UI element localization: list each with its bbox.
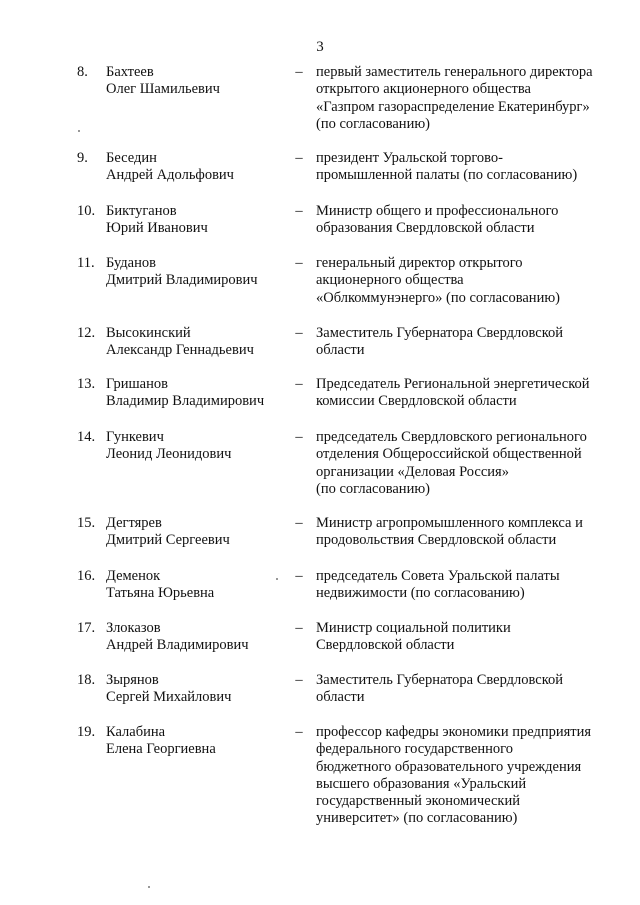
member-name [106, 620, 286, 655]
member-given-names: Дмитрий Владимирович [106, 272, 258, 289]
position-line: Министр агропромышленного комплекса и [316, 515, 583, 531]
member-name [106, 150, 286, 185]
entry-number: 15. [77, 515, 96, 531]
entry-number: 12. [77, 325, 96, 341]
member-surname: Буданов [106, 255, 156, 271]
position-line: продовольствия Свердловской области [316, 532, 557, 549]
position-line: высшего образования «Уральский [316, 775, 527, 792]
member-surname: Дегтярев [106, 515, 162, 531]
page-number: 3 [316, 39, 324, 55]
position-line: отделения Общероссийской общественной [316, 446, 582, 463]
member-surname: Деменок [106, 568, 161, 584]
member-position [316, 325, 616, 360]
member-given-names: Юрий Иванович [106, 220, 208, 237]
member-name [106, 325, 286, 360]
member-surname: Беседин [106, 150, 157, 166]
entry-dash: – [295, 672, 303, 688]
member-position [316, 620, 616, 655]
position-line: Заместитель Губернатора Свердловской [316, 672, 564, 688]
entry-dash: – [295, 325, 303, 341]
position-line: председатель Свердловского регионального [316, 429, 587, 445]
member-surname: Гришанов [106, 376, 168, 392]
position-line: Министр социальной политики [316, 620, 511, 636]
member-given-names: Олег Шамильевич [106, 81, 220, 98]
member-position [316, 64, 616, 133]
position-line: промышленной палаты (по согласованию) [316, 167, 578, 184]
position-line: открытого акционерного общества [316, 81, 531, 98]
position-line: Председатель Региональной энергетической [316, 376, 590, 392]
member-position [316, 724, 616, 828]
entry-dash: – [295, 376, 303, 392]
entry-number: 11. [77, 255, 95, 271]
entry-number: 13. [77, 376, 96, 392]
member-name [106, 376, 286, 411]
entry-dash: – [295, 150, 303, 166]
member-surname: Бахтеев [106, 64, 154, 80]
member-name [106, 203, 286, 238]
member-name [106, 255, 286, 290]
member-given-names: Дмитрий Сергеевич [106, 532, 230, 549]
position-line: «Газпром газораспределение Екатеринбург» [316, 98, 590, 115]
member-given-names: Сергей Михайлович [106, 689, 232, 706]
scan-speck [78, 130, 80, 132]
member-name [106, 568, 286, 603]
member-position [316, 255, 616, 307]
member-surname: Гункевич [106, 429, 164, 445]
position-line: государственный экономический [316, 793, 520, 810]
member-name [106, 672, 286, 707]
member-position [316, 203, 616, 238]
entry-dash: – [295, 515, 303, 531]
position-line: университет» (по согласованию) [316, 810, 518, 827]
position-line: (по согласованию) [316, 480, 430, 497]
member-surname: Высокинский [106, 325, 191, 341]
member-name [106, 515, 286, 550]
entry-dash: – [295, 429, 303, 445]
member-given-names: Владимир Владимирович [106, 393, 265, 410]
entry-dash: – [295, 64, 303, 80]
position-line: генеральный директор открытого [316, 255, 523, 271]
entry-dash: – [295, 203, 303, 219]
entry-dash: – [295, 568, 303, 584]
member-given-names: Андрей Адольфович [106, 167, 234, 184]
position-line: Заместитель Губернатора Свердловской [316, 325, 564, 341]
position-line: недвижимости (по согласованию) [316, 585, 525, 602]
entry-number: 18. [77, 672, 96, 688]
entry-dash: – [295, 255, 303, 271]
position-line: профессор кафедры экономики предприятия [316, 724, 592, 740]
member-surname: Биктуганов [106, 203, 177, 219]
member-name [106, 64, 286, 99]
member-given-names: Леонид Леонидович [106, 446, 232, 463]
entry-number: 10. [77, 203, 96, 219]
position-line: бюджетного образовательного учреждения [316, 758, 582, 775]
member-position [316, 568, 616, 603]
position-line: (по согласованию) [316, 115, 430, 132]
member-given-names: Татьяна Юрьевна [106, 585, 215, 602]
position-line: области [316, 342, 365, 359]
position-line: председатель Совета Уральской палаты [316, 568, 560, 584]
member-position [316, 429, 616, 498]
member-given-names: Елена Георгиевна [106, 741, 216, 758]
member-surname: Злоказов [106, 620, 161, 636]
entry-number: 14. [77, 429, 96, 445]
position-line: организации «Деловая Россия» [316, 463, 509, 480]
entry-number: 19. [77, 724, 96, 740]
member-position [316, 672, 616, 707]
position-line: комиссии Свердловской области [316, 393, 517, 410]
member-surname: Зырянов [106, 672, 159, 688]
position-line: области [316, 689, 365, 706]
position-line: первый заместитель генерального директора [316, 64, 593, 80]
member-name [106, 724, 286, 759]
entry-number: 9. [77, 150, 88, 166]
position-line: Министр общего и профессионального [316, 203, 559, 219]
member-given-names: Александр Геннадьевич [106, 342, 254, 359]
position-line: акционерного общества [316, 272, 464, 289]
entry-dash: – [295, 620, 303, 636]
member-position [316, 515, 616, 550]
entry-dash: – [295, 724, 303, 740]
entry-number: 16. [77, 568, 96, 584]
member-given-names: Андрей Владимирович [106, 637, 249, 654]
position-line: Свердловской области [316, 637, 455, 654]
member-position [316, 376, 616, 411]
member-surname: Калабина [106, 724, 166, 740]
position-line: президент Уральской торгово- [316, 150, 503, 166]
entry-number: 8. [77, 64, 88, 80]
scan-speck [276, 578, 278, 580]
member-position [316, 150, 616, 185]
position-line: федерального государственного [316, 741, 514, 758]
scan-speck [148, 886, 150, 888]
position-line: образования Свердловской области [316, 220, 535, 237]
member-name [106, 429, 286, 464]
position-line: «Облкоммунэнерго» (по согласованию) [316, 289, 560, 306]
entry-number: 17. [77, 620, 96, 636]
